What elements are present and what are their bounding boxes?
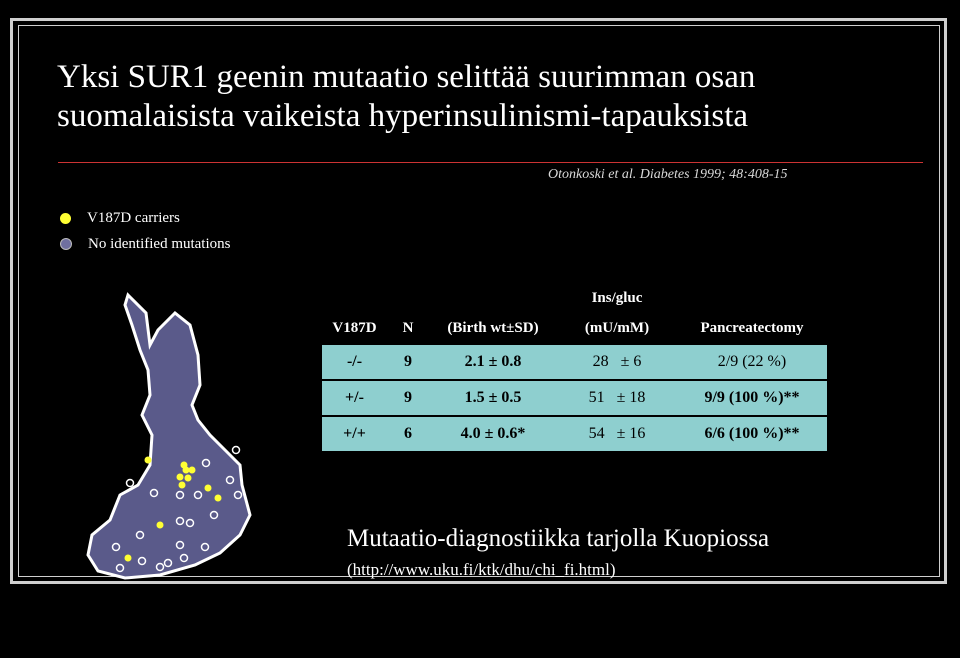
table-cell: 9 <box>387 380 429 416</box>
column-header: (Birth wt±SD) <box>447 319 539 336</box>
carrier-dot <box>183 467 190 474</box>
title-divider <box>58 162 923 163</box>
table-cell: 9 <box>387 345 429 380</box>
grey-dot-icon <box>60 238 72 250</box>
table-cell: 6 <box>387 416 429 452</box>
table-row <box>322 416 827 452</box>
table-cell: 54 ± 16 <box>557 416 677 452</box>
carrier-dot <box>125 555 132 562</box>
group-header: Ins/gluc <box>591 289 643 306</box>
carrier-dot <box>215 495 222 502</box>
table-cell: +/+ <box>322 416 387 452</box>
legend-label: V187D carriers <box>87 209 180 226</box>
table-cell: +/- <box>322 380 387 416</box>
citation: Otonkoski et al. Diabetes 1999; 48:408-15 <box>548 167 788 182</box>
table-cell: 1.5 ± 0.5 <box>429 380 557 416</box>
yellow-dot-icon <box>60 213 71 224</box>
group-header-row <box>322 285 827 311</box>
finland-map-shape <box>88 295 250 578</box>
table-cell: 4.0 ± 0.6* <box>429 416 557 452</box>
carrier-dot <box>145 457 152 464</box>
legend-item-carriers <box>60 205 230 231</box>
table-cell: 51 ± 18 <box>557 380 677 416</box>
footer-link[interactable]: (http://www.uku.fi/ktk/dhu/chi_fi.html) <box>347 560 616 579</box>
slide-title: Yksi SUR1 geenin mutaatio selittää suurimman osan suomalaisista vaikeista hyperinsulinismi-tapauksista <box>57 59 756 134</box>
column-header: (mU/mM) <box>584 319 650 336</box>
no-mutation-dot <box>127 480 134 487</box>
footer-text: Mutaatio-diagnostiikka tarjolla Kuopiossa <box>347 525 770 552</box>
table-row <box>322 380 827 416</box>
carrier-dot <box>177 474 184 481</box>
column-header: Pancreatectomy <box>700 319 804 336</box>
column-header: V187D <box>332 319 377 336</box>
carrier-dot <box>179 482 186 489</box>
table-cell: 6/6 (100 %)** <box>677 416 827 452</box>
no-mutation-dot <box>233 447 240 454</box>
table-cell: 9/9 (100 %)** <box>677 380 827 416</box>
table-cell: 2/9 (22 %) <box>677 345 827 380</box>
column-header: N <box>402 319 414 336</box>
finland-map <box>80 285 260 585</box>
genotype-table <box>322 285 827 453</box>
table-cell: 2.1 ± 0.8 <box>429 345 557 380</box>
carrier-dot <box>189 467 196 474</box>
carrier-dot <box>157 522 164 529</box>
table-cell: -/- <box>322 345 387 380</box>
table-cell: 28 ± 6 <box>557 345 677 380</box>
header-row <box>322 311 827 345</box>
carrier-dot <box>185 475 192 482</box>
legend-label: No identified mutations <box>88 235 231 252</box>
carrier-dot <box>205 485 212 492</box>
legend-item-no-mutations <box>60 231 230 257</box>
legend <box>60 205 230 257</box>
table-row <box>322 345 827 380</box>
